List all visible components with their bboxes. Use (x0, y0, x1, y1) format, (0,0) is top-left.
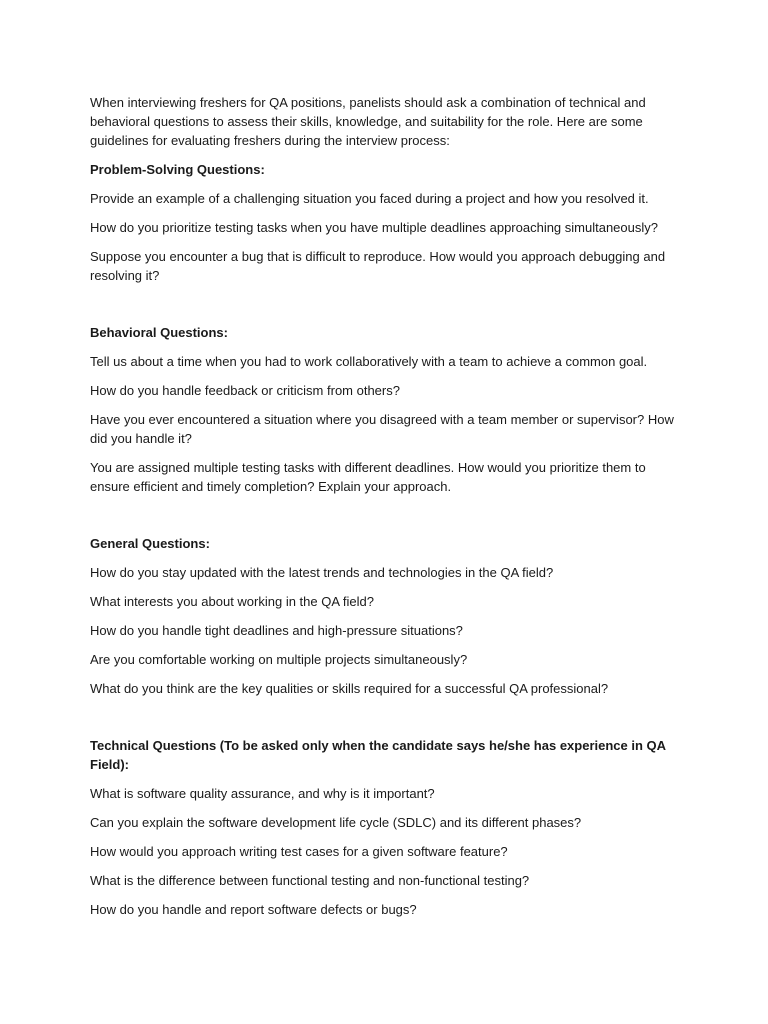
question-item: Suppose you encounter a bug that is difficult to reproduce. How would you approach debugging and resolving it? (90, 249, 666, 283)
section-behavioral (90, 323, 680, 496)
section-heading: Technical Questions (To be asked only when the candidate says he/she has experience in QA Field): (90, 738, 666, 772)
question-item: What interests you about working in the QA field? (90, 594, 374, 609)
question-item: You are assigned multiple testing tasks with different deadlines. How would you prioritize them to ensure efficient and timely completion? Explain your approach. (90, 460, 646, 494)
question-item: How do you handle and report software defects or bugs? (90, 902, 417, 917)
question-item: How would you approach writing test cases for a given software feature? (90, 844, 508, 859)
question-item: How do you handle tight deadlines and high-pressure situations? (90, 623, 463, 638)
question-item: How do you prioritize testing tasks when you have multiple deadlines approaching simultaneously? (90, 220, 658, 235)
section-heading: Problem-Solving Questions: (90, 162, 265, 177)
question-item: Provide an example of a challenging situation you faced during a project and how you resolved it. (90, 191, 649, 206)
question-item: What is software quality assurance, and why is it important? (90, 786, 435, 801)
question-item: Can you explain the software development life cycle (SDLC) and its different phases? (90, 815, 582, 830)
question-item: How do you stay updated with the latest trends and technologies in the QA field? (90, 565, 554, 580)
question-item: Have you ever encountered a situation where you disagreed with a team member or supervisor? How did you handle it? (90, 412, 674, 446)
question-item: What is the difference between functional testing and non-functional testing? (90, 873, 530, 888)
question-item: Tell us about a time when you had to work collaboratively with a team to achieve a common goal. (90, 354, 648, 369)
question-item: What do you think are the key qualities or skills required for a successful QA professional? (90, 681, 609, 696)
section-heading: Behavioral Questions: (90, 325, 228, 340)
section-technical (90, 736, 680, 919)
question-item: Are you comfortable working on multiple projects simultaneously? (90, 652, 468, 667)
section-heading: General Questions: (90, 536, 210, 551)
section-problem-solving (90, 160, 680, 285)
document-page (90, 93, 680, 929)
question-item: How do you handle feedback or criticism from others? (90, 383, 400, 398)
intro-paragraph: When interviewing freshers for QA positions, panelists should ask a combination of technical and behavioral questions to assess their skills, knowledge, and suitability for the role. Here are some guidelines for evaluating freshers during the interview process: (90, 95, 646, 148)
section-general (90, 534, 680, 698)
